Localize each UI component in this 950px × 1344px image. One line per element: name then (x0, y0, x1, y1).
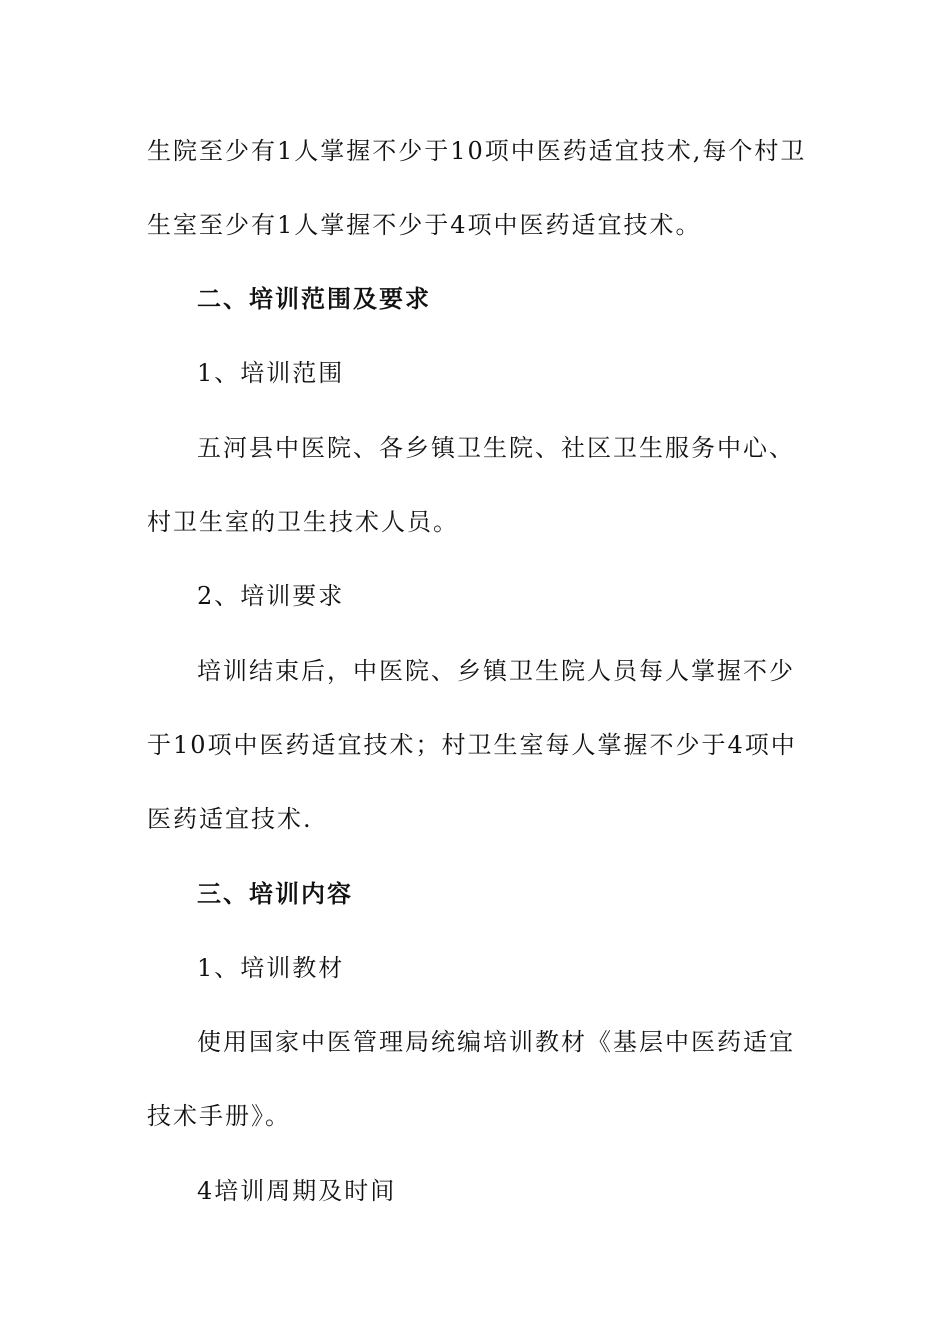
paragraph-line: 医药适宜技术. (147, 805, 313, 833)
paragraph-line: 技术手册》。 (147, 1102, 291, 1130)
subsection-heading: 1、培训范围 (197, 359, 345, 387)
paragraph-line: 于10项中医药适宜技术；村卫生室每人掌握不少于4项中 (147, 731, 797, 759)
paragraph-line: 村卫生室的卫生技术人员。 (147, 508, 459, 536)
paragraph-line: 培训结束后，中医院、乡镇卫生院人员每人掌握不少 (197, 657, 795, 685)
subsection-heading: 2、培训要求 (197, 582, 345, 610)
subsection-heading: 1、培训教材 (197, 954, 345, 982)
paragraph-line: 五河县中医院、各乡镇卫生院、社区卫生服务中心、 (197, 434, 795, 462)
paragraph-line: 生院至少有1人掌握不少于10项中医药适宜技术,每个村卫 (147, 137, 807, 165)
paragraph-line: 使用国家中医管理局统编培训教材《基层中医药适宜 (197, 1028, 795, 1056)
paragraph-line: 生室至少有1人掌握不少于4项中医药适宜技术。 (147, 211, 702, 239)
section-heading: 三、培训内容 (197, 880, 353, 908)
subsection-heading: 4培训周期及时间 (197, 1177, 397, 1205)
section-heading: 二、培训范围及要求 (197, 285, 431, 313)
